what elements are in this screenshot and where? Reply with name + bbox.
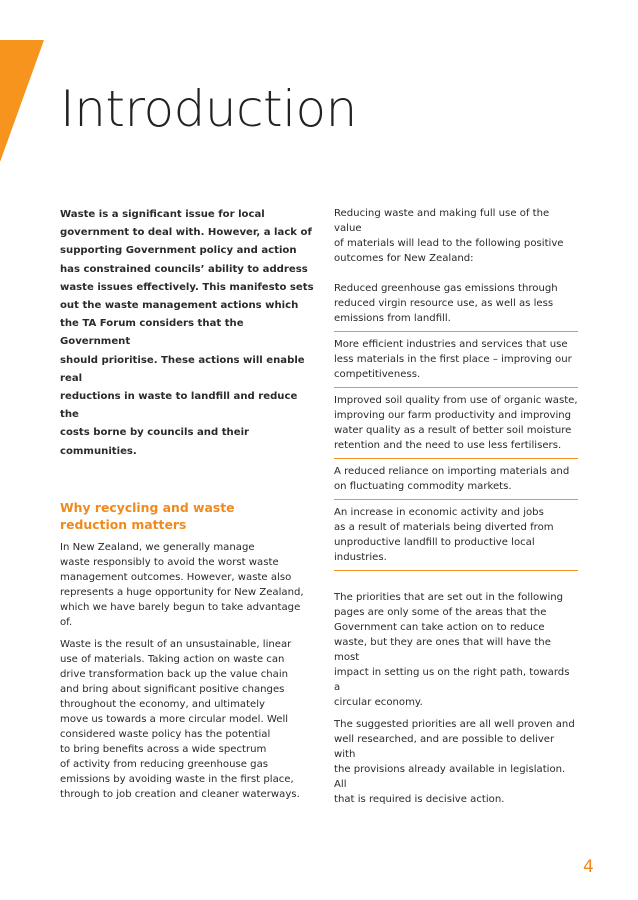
text-line: government to deal with. However, a lack of xyxy=(60,227,312,239)
text-line: supporting Government policy and action xyxy=(60,245,297,257)
text-line: through to job creation and cleaner waterways. xyxy=(60,788,300,800)
text-line: competitiveness. xyxy=(334,369,421,380)
closing-paragraph-1 xyxy=(334,590,578,710)
text-line: Waste is the result of an unsustainable, linear xyxy=(60,638,292,650)
text-line: the TA Forum considers that the Government xyxy=(60,318,244,348)
text-line: outcomes for New Zealand: xyxy=(334,253,474,264)
text-line: represents a huge opportunity for New Zealand, xyxy=(60,586,304,598)
outcomes-intro xyxy=(334,206,578,266)
text-line: management outcomes. However, waste also xyxy=(60,571,292,583)
closing-paragraph-2 xyxy=(334,717,578,807)
text-line: throughout the economy, and ultimately xyxy=(60,698,266,710)
body-paragraph-2 xyxy=(60,637,314,802)
text-line: A reduced reliance on importing materials and xyxy=(334,466,570,477)
text-line: has constrained councils’ ability to address xyxy=(60,263,308,275)
text-line: move us towards a more circular model. Well xyxy=(60,713,289,725)
body-paragraph-1 xyxy=(60,540,314,630)
text-line: Reduced greenhouse gas emissions through xyxy=(334,283,558,294)
text-line: emissions by avoiding waste in the first place, xyxy=(60,773,294,785)
text-line: The suggested priorities are all well proven and xyxy=(334,719,575,730)
outcome-item xyxy=(334,332,578,388)
text-line: Waste is a significant issue for local xyxy=(60,209,265,220)
outcome-item xyxy=(334,459,578,500)
orange-accent-triangle xyxy=(0,40,44,162)
text-line: costs borne by councils and their communities. xyxy=(60,427,250,457)
outcome-item xyxy=(334,388,578,459)
text-line: use of materials. Taking action on waste can xyxy=(60,653,285,665)
text-line: Improved soil quality from use of organic waste, xyxy=(334,395,578,406)
text-line: reduced virgin resource use, as well as less xyxy=(334,298,554,309)
text-line: drive transformation back up the value chain xyxy=(60,668,289,680)
text-line: Why recycling and waste xyxy=(60,499,235,515)
text-line: impact in setting us on the right path, towards a xyxy=(334,667,570,693)
text-line: water quality as a result of better soil moisture xyxy=(334,425,572,436)
left-column xyxy=(60,206,314,809)
text-line: unproductive landfill to productive local xyxy=(334,537,535,548)
text-line: that is required is decisive action. xyxy=(334,794,505,805)
text-line: on fluctuating commodity markets. xyxy=(334,481,512,492)
page-number: 4 xyxy=(583,857,594,877)
text-line: retention and the need to use less fertilisers. xyxy=(334,440,562,451)
text-line: well researched, and are possible to deliver with xyxy=(334,734,555,760)
text-line: the provisions already available in legislation. All xyxy=(334,764,566,790)
text-line: considered waste policy has the potential xyxy=(60,728,271,740)
text-line: less materials in the first place – improving our xyxy=(334,354,572,365)
text-line: out the waste management actions which xyxy=(60,300,299,312)
text-line: improving our farm productivity and improving xyxy=(334,410,572,421)
page-title: Introduction xyxy=(60,80,357,138)
text-line: waste, but they are ones that will have the most xyxy=(334,637,551,663)
outcome-item xyxy=(334,281,578,332)
text-line: reduction matters xyxy=(60,516,187,532)
text-line: of materials will lead to the following positive xyxy=(334,238,564,249)
text-line: Government can take action on to reduce xyxy=(334,622,545,633)
outcome-item xyxy=(334,500,578,571)
text-line: waste issues effectively. This manifesto sets xyxy=(60,281,314,293)
text-line: waste responsibly to avoid the worst waste xyxy=(60,556,279,568)
text-line: More efficient industries and services that use xyxy=(334,339,568,350)
text-line: reductions in waste to landfill and reduce the xyxy=(60,391,298,421)
text-line: The priorities that are set out in the following xyxy=(334,592,564,603)
text-line: industries. xyxy=(334,552,387,563)
text-line: and bring about significant positive changes xyxy=(60,683,285,695)
text-line: should prioritise. These actions will enable real xyxy=(60,354,305,384)
intro-paragraph xyxy=(60,206,314,461)
outcomes-list xyxy=(334,281,578,571)
section-heading xyxy=(60,499,314,533)
text-line: In New Zealand, we generally manage xyxy=(60,541,255,553)
text-line: of activity from reducing greenhouse gas xyxy=(60,758,269,770)
right-column xyxy=(334,206,578,814)
text-line: Reducing waste and making full use of the value xyxy=(334,208,550,234)
text-line: pages are only some of the areas that the xyxy=(334,607,547,618)
text-line: emissions from landfill. xyxy=(334,313,451,324)
text-line: An increase in economic activity and jobs xyxy=(334,507,544,518)
text-line: which we have barely begun to take advantage of. xyxy=(60,601,301,628)
text-line: circular economy. xyxy=(334,697,423,708)
text-line: to bring benefits across a wide spectrum xyxy=(60,743,267,755)
text-line: as a result of materials being diverted from xyxy=(334,522,554,533)
